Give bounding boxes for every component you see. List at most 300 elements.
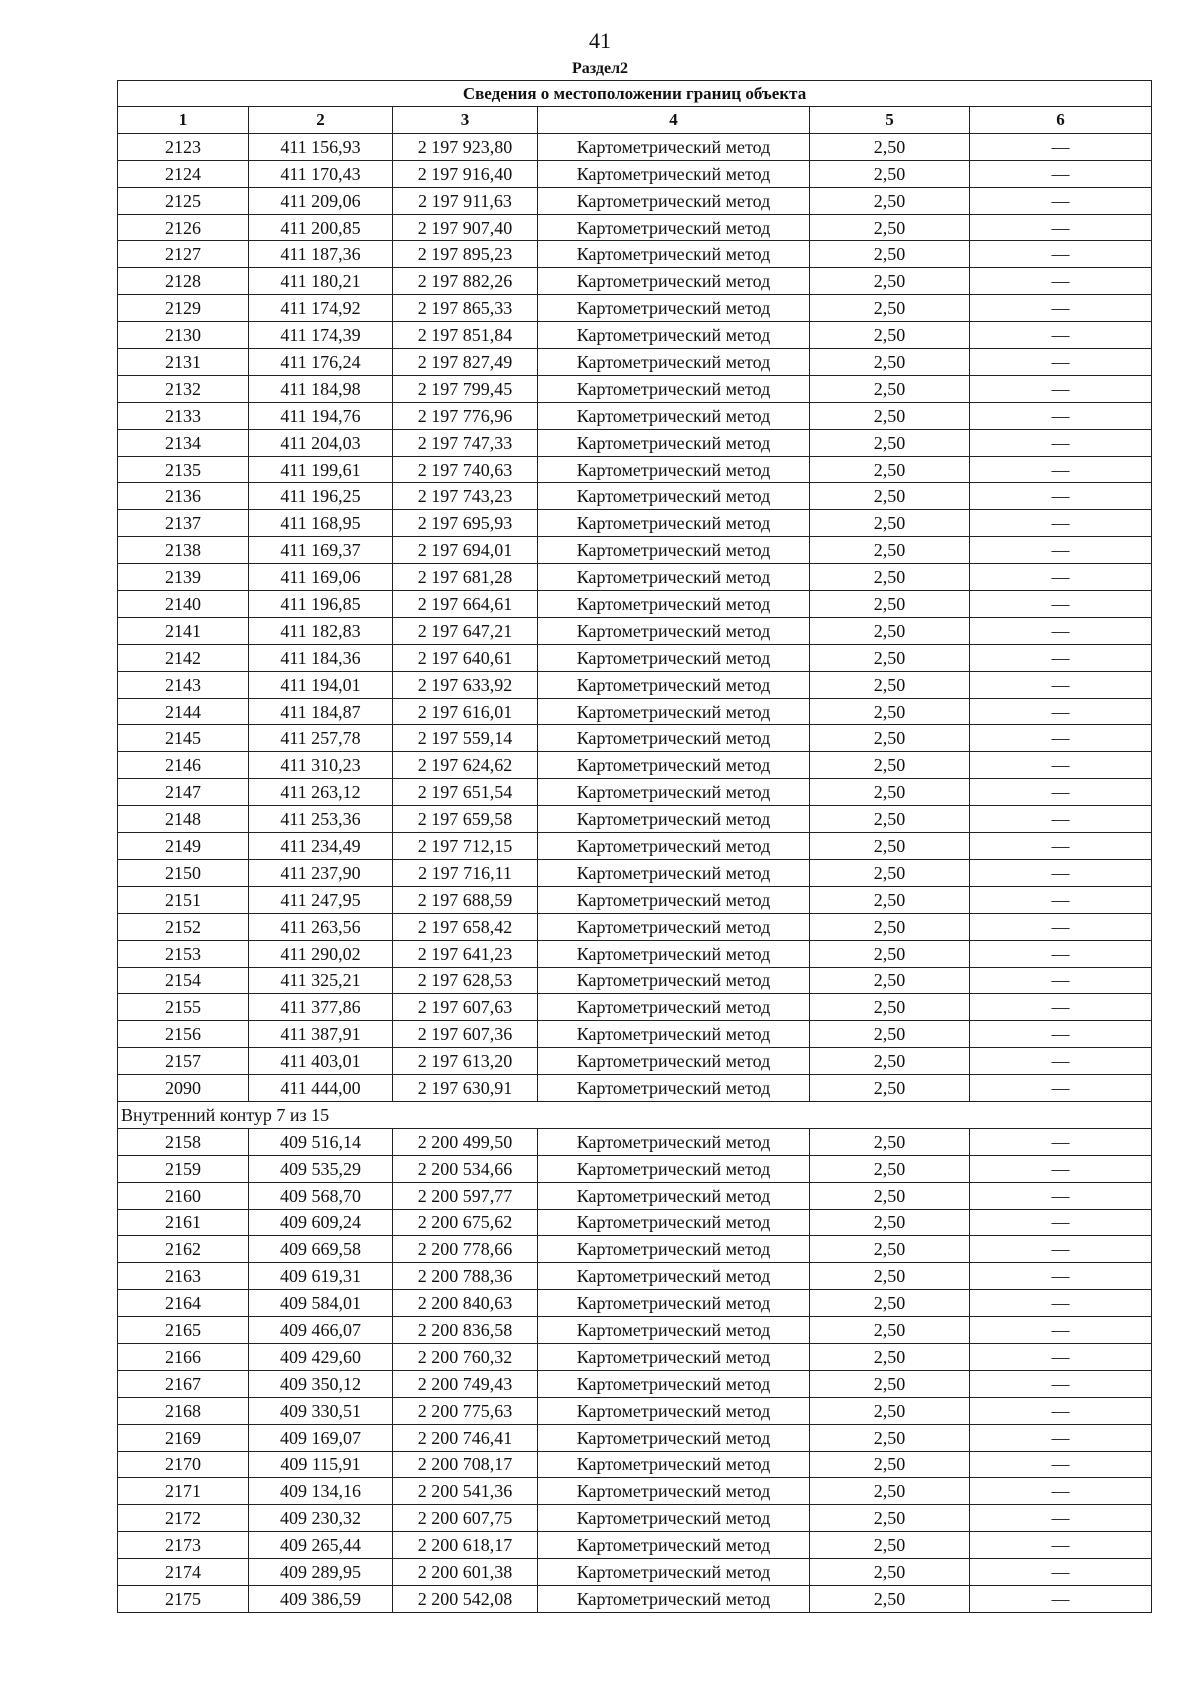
description-cell: —	[970, 402, 1152, 429]
table-row	[118, 1585, 1152, 1612]
table-row	[118, 1209, 1152, 1236]
point-number-cell: 2172	[118, 1505, 249, 1532]
x-coordinate-cell: 411 196,25	[249, 483, 393, 510]
accuracy-cell: 2,50	[810, 349, 970, 376]
y-coordinate-cell: 2 197 688,59	[393, 886, 538, 913]
description-cell: —	[970, 671, 1152, 698]
x-coordinate-cell: 411 377,86	[249, 994, 393, 1021]
column-header: 3	[393, 107, 538, 134]
y-coordinate-cell: 2 197 640,61	[393, 644, 538, 671]
description-cell: —	[970, 1263, 1152, 1290]
x-coordinate-cell: 411 199,61	[249, 456, 393, 483]
table-row	[118, 1343, 1152, 1370]
point-number-cell: 2146	[118, 752, 249, 779]
method-cell: Картометрический метод	[538, 375, 810, 402]
description-cell: —	[970, 1075, 1152, 1102]
point-number-cell: 2174	[118, 1559, 249, 1586]
x-coordinate-cell: 411 168,95	[249, 510, 393, 537]
x-coordinate-cell: 411 444,00	[249, 1075, 393, 1102]
x-coordinate-cell: 409 265,44	[249, 1532, 393, 1559]
description-cell: —	[970, 1451, 1152, 1478]
point-number-cell: 2127	[118, 241, 249, 268]
table-row	[118, 644, 1152, 671]
point-number-cell: 2124	[118, 160, 249, 187]
accuracy-cell: 2,50	[810, 241, 970, 268]
x-coordinate-cell: 409 609,24	[249, 1209, 393, 1236]
point-number-cell: 2162	[118, 1236, 249, 1263]
point-number-cell: 2139	[118, 564, 249, 591]
y-coordinate-cell: 2 197 658,42	[393, 913, 538, 940]
description-cell: —	[970, 1021, 1152, 1048]
table-row	[118, 510, 1152, 537]
x-coordinate-cell: 411 187,36	[249, 241, 393, 268]
point-number-cell: 2151	[118, 886, 249, 913]
description-cell: —	[970, 1290, 1152, 1317]
description-cell: —	[970, 510, 1152, 537]
description-cell: —	[970, 1048, 1152, 1075]
y-coordinate-cell: 2 200 607,75	[393, 1505, 538, 1532]
table-row	[118, 1397, 1152, 1424]
description-cell: —	[970, 483, 1152, 510]
table-row	[118, 241, 1152, 268]
accuracy-cell: 2,50	[810, 1317, 970, 1344]
method-cell: Картометрический метод	[538, 1451, 810, 1478]
table-row	[118, 483, 1152, 510]
method-cell: Картометрический метод	[538, 133, 810, 160]
method-cell: Картометрический метод	[538, 833, 810, 860]
y-coordinate-cell: 2 197 647,21	[393, 617, 538, 644]
table-row	[118, 859, 1152, 886]
method-cell: Картометрический метод	[538, 1424, 810, 1451]
table-row	[118, 1021, 1152, 1048]
point-number-cell: 2158	[118, 1128, 249, 1155]
table-row	[118, 591, 1152, 618]
description-cell: —	[970, 617, 1152, 644]
accuracy-cell: 2,50	[810, 429, 970, 456]
description-cell: —	[970, 160, 1152, 187]
table-row	[118, 1370, 1152, 1397]
point-number-cell: 2126	[118, 214, 249, 241]
accuracy-cell: 2,50	[810, 1532, 970, 1559]
y-coordinate-cell: 2 197 716,11	[393, 859, 538, 886]
x-coordinate-cell: 411 234,49	[249, 833, 393, 860]
column-header: 6	[970, 107, 1152, 134]
description-cell: —	[970, 994, 1152, 1021]
contour-label: Внутренний контур 7 из 15	[118, 1101, 1152, 1128]
method-cell: Картометрический метод	[538, 295, 810, 322]
method-cell: Картометрический метод	[538, 160, 810, 187]
y-coordinate-cell: 2 197 607,63	[393, 994, 538, 1021]
accuracy-cell: 2,50	[810, 1585, 970, 1612]
method-cell: Картометрический метод	[538, 1182, 810, 1209]
x-coordinate-cell: 411 263,56	[249, 913, 393, 940]
accuracy-cell: 2,50	[810, 1343, 970, 1370]
y-coordinate-cell: 2 197 851,84	[393, 322, 538, 349]
accuracy-cell: 2,50	[810, 456, 970, 483]
x-coordinate-cell: 411 204,03	[249, 429, 393, 456]
accuracy-cell: 2,50	[810, 268, 970, 295]
table-row	[118, 1424, 1152, 1451]
accuracy-cell: 2,50	[810, 1478, 970, 1505]
point-number-cell: 2147	[118, 779, 249, 806]
description-cell: —	[970, 1343, 1152, 1370]
method-cell: Картометрический метод	[538, 537, 810, 564]
y-coordinate-cell: 2 197 923,80	[393, 133, 538, 160]
table-row	[118, 537, 1152, 564]
accuracy-cell: 2,50	[810, 779, 970, 806]
accuracy-cell: 2,50	[810, 833, 970, 860]
method-cell: Картометрический метод	[538, 1128, 810, 1155]
point-number-cell: 2136	[118, 483, 249, 510]
method-cell: Картометрический метод	[538, 1075, 810, 1102]
method-cell: Картометрический метод	[538, 429, 810, 456]
point-number-cell: 2167	[118, 1370, 249, 1397]
description-cell: —	[970, 322, 1152, 349]
x-coordinate-cell: 409 115,91	[249, 1451, 393, 1478]
accuracy-cell: 2,50	[810, 752, 970, 779]
y-coordinate-cell: 2 197 694,01	[393, 537, 538, 564]
accuracy-cell: 2,50	[810, 483, 970, 510]
y-coordinate-cell: 2 197 743,23	[393, 483, 538, 510]
y-coordinate-cell: 2 200 499,50	[393, 1128, 538, 1155]
description-cell: —	[970, 1370, 1152, 1397]
method-cell: Картометрический метод	[538, 698, 810, 725]
description-cell: —	[970, 1155, 1152, 1182]
table-row	[118, 779, 1152, 806]
method-cell: Картометрический метод	[538, 1585, 810, 1612]
accuracy-cell: 2,50	[810, 1424, 970, 1451]
y-coordinate-cell: 2 200 746,41	[393, 1424, 538, 1451]
x-coordinate-cell: 411 180,21	[249, 268, 393, 295]
point-number-cell: 2161	[118, 1209, 249, 1236]
x-coordinate-cell: 411 387,91	[249, 1021, 393, 1048]
description-cell: —	[970, 698, 1152, 725]
table-row	[118, 725, 1152, 752]
description-cell: —	[970, 241, 1152, 268]
method-cell: Картометрический метод	[538, 1559, 810, 1586]
table-row	[118, 214, 1152, 241]
description-cell: —	[970, 187, 1152, 214]
x-coordinate-cell: 411 209,06	[249, 187, 393, 214]
accuracy-cell: 2,50	[810, 698, 970, 725]
point-number-cell: 2152	[118, 913, 249, 940]
point-number-cell: 2148	[118, 806, 249, 833]
x-coordinate-cell: 409 134,16	[249, 1478, 393, 1505]
point-number-cell: 2154	[118, 967, 249, 994]
x-coordinate-cell: 411 290,02	[249, 940, 393, 967]
boundary-coordinates-table	[117, 80, 1152, 1613]
point-number-cell: 2144	[118, 698, 249, 725]
table-body	[118, 133, 1152, 1612]
method-cell: Картометрический метод	[538, 456, 810, 483]
point-number-cell: 2164	[118, 1290, 249, 1317]
point-number-cell: 2165	[118, 1317, 249, 1344]
x-coordinate-cell: 411 263,12	[249, 779, 393, 806]
accuracy-cell: 2,50	[810, 1559, 970, 1586]
accuracy-cell: 2,50	[810, 402, 970, 429]
method-cell: Картометрический метод	[538, 967, 810, 994]
table-row	[118, 429, 1152, 456]
y-coordinate-cell: 2 200 534,66	[393, 1155, 538, 1182]
method-cell: Картометрический метод	[538, 1209, 810, 1236]
table-title-row	[118, 81, 1152, 107]
table-row	[118, 806, 1152, 833]
x-coordinate-cell: 409 568,70	[249, 1182, 393, 1209]
method-cell: Картометрический метод	[538, 1021, 810, 1048]
table-row	[118, 187, 1152, 214]
y-coordinate-cell: 2 197 664,61	[393, 591, 538, 618]
accuracy-cell: 2,50	[810, 1021, 970, 1048]
y-coordinate-cell: 2 200 778,66	[393, 1236, 538, 1263]
description-cell: —	[970, 591, 1152, 618]
table-row	[118, 160, 1152, 187]
point-number-cell: 2130	[118, 322, 249, 349]
accuracy-cell: 2,50	[810, 375, 970, 402]
table-row	[118, 1478, 1152, 1505]
point-number-cell: 2153	[118, 940, 249, 967]
point-number-cell: 2163	[118, 1263, 249, 1290]
table-row	[118, 349, 1152, 376]
method-cell: Картометрический метод	[538, 322, 810, 349]
point-number-cell: 2137	[118, 510, 249, 537]
x-coordinate-cell: 409 230,32	[249, 1505, 393, 1532]
description-cell: —	[970, 1505, 1152, 1532]
description-cell: —	[970, 886, 1152, 913]
method-cell: Картометрический метод	[538, 994, 810, 1021]
point-number-cell: 2168	[118, 1397, 249, 1424]
table-row	[118, 402, 1152, 429]
table-row	[118, 833, 1152, 860]
description-cell: —	[970, 456, 1152, 483]
point-number-cell: 2175	[118, 1585, 249, 1612]
description-cell: —	[970, 1182, 1152, 1209]
y-coordinate-cell: 2 197 624,62	[393, 752, 538, 779]
method-cell: Картометрический метод	[538, 779, 810, 806]
method-cell: Картометрический метод	[538, 1048, 810, 1075]
x-coordinate-cell: 411 182,83	[249, 617, 393, 644]
y-coordinate-cell: 2 197 681,28	[393, 564, 538, 591]
point-number-cell: 2141	[118, 617, 249, 644]
table-row	[118, 913, 1152, 940]
table-row	[118, 1236, 1152, 1263]
table-row	[118, 617, 1152, 644]
accuracy-cell: 2,50	[810, 1290, 970, 1317]
x-coordinate-cell: 411 170,43	[249, 160, 393, 187]
accuracy-cell: 2,50	[810, 671, 970, 698]
x-coordinate-cell: 409 516,14	[249, 1128, 393, 1155]
x-coordinate-cell: 409 584,01	[249, 1290, 393, 1317]
description-cell: —	[970, 429, 1152, 456]
table-row	[118, 940, 1152, 967]
accuracy-cell: 2,50	[810, 160, 970, 187]
x-coordinate-cell: 411 253,36	[249, 806, 393, 833]
accuracy-cell: 2,50	[810, 1155, 970, 1182]
table-row	[118, 967, 1152, 994]
point-number-cell: 2169	[118, 1424, 249, 1451]
method-cell: Картометрический метод	[538, 510, 810, 537]
point-number-cell: 2138	[118, 537, 249, 564]
method-cell: Картометрический метод	[538, 241, 810, 268]
table-row	[118, 375, 1152, 402]
method-cell: Картометрический метод	[538, 940, 810, 967]
accuracy-cell: 2,50	[810, 1263, 970, 1290]
table-row	[118, 1451, 1152, 1478]
point-number-cell: 2128	[118, 268, 249, 295]
accuracy-cell: 2,50	[810, 967, 970, 994]
table-row	[118, 1559, 1152, 1586]
table-row	[118, 268, 1152, 295]
accuracy-cell: 2,50	[810, 913, 970, 940]
y-coordinate-cell: 2 200 708,17	[393, 1451, 538, 1478]
y-coordinate-cell: 2 200 749,43	[393, 1370, 538, 1397]
table-row	[118, 322, 1152, 349]
point-number-cell: 2140	[118, 591, 249, 618]
x-coordinate-cell: 411 194,01	[249, 671, 393, 698]
method-cell: Картометрический метод	[538, 1478, 810, 1505]
description-cell: —	[970, 1236, 1152, 1263]
accuracy-cell: 2,50	[810, 322, 970, 349]
y-coordinate-cell: 2 200 597,77	[393, 1182, 538, 1209]
x-coordinate-cell: 409 169,07	[249, 1424, 393, 1451]
y-coordinate-cell: 2 197 799,45	[393, 375, 538, 402]
accuracy-cell: 2,50	[810, 725, 970, 752]
table-row	[118, 564, 1152, 591]
description-cell: —	[970, 1559, 1152, 1586]
y-coordinate-cell: 2 197 740,63	[393, 456, 538, 483]
y-coordinate-cell: 2 197 916,40	[393, 160, 538, 187]
y-coordinate-cell: 2 200 542,08	[393, 1585, 538, 1612]
method-cell: Картометрический метод	[538, 725, 810, 752]
x-coordinate-cell: 411 194,76	[249, 402, 393, 429]
point-number-cell: 2132	[118, 375, 249, 402]
accuracy-cell: 2,50	[810, 591, 970, 618]
description-cell: —	[970, 940, 1152, 967]
method-cell: Картометрический метод	[538, 349, 810, 376]
table-row	[118, 1505, 1152, 1532]
y-coordinate-cell: 2 197 911,63	[393, 187, 538, 214]
accuracy-cell: 2,50	[810, 806, 970, 833]
point-number-cell: 2135	[118, 456, 249, 483]
accuracy-cell: 2,50	[810, 133, 970, 160]
description-cell: —	[970, 833, 1152, 860]
y-coordinate-cell: 2 197 695,93	[393, 510, 538, 537]
table-row	[118, 133, 1152, 160]
method-cell: Картометрический метод	[538, 1263, 810, 1290]
x-coordinate-cell: 409 330,51	[249, 1397, 393, 1424]
description-cell: —	[970, 1478, 1152, 1505]
description-cell: —	[970, 806, 1152, 833]
point-number-cell: 2142	[118, 644, 249, 671]
point-number-cell: 2090	[118, 1075, 249, 1102]
description-cell: —	[970, 1209, 1152, 1236]
x-coordinate-cell: 411 174,92	[249, 295, 393, 322]
point-number-cell: 2173	[118, 1532, 249, 1559]
method-cell: Картометрический метод	[538, 752, 810, 779]
description-cell: —	[970, 564, 1152, 591]
column-header: 1	[118, 107, 249, 134]
y-coordinate-cell: 2 197 613,20	[393, 1048, 538, 1075]
description-cell: —	[970, 295, 1152, 322]
point-number-cell: 2145	[118, 725, 249, 752]
table-row	[118, 752, 1152, 779]
accuracy-cell: 2,50	[810, 1048, 970, 1075]
description-cell: —	[970, 1424, 1152, 1451]
method-cell: Картометрический метод	[538, 859, 810, 886]
method-cell: Картометрический метод	[538, 187, 810, 214]
x-coordinate-cell: 411 184,36	[249, 644, 393, 671]
method-cell: Картометрический метод	[538, 1370, 810, 1397]
x-coordinate-cell: 409 429,60	[249, 1343, 393, 1370]
description-cell: —	[970, 967, 1152, 994]
x-coordinate-cell: 411 200,85	[249, 214, 393, 241]
y-coordinate-cell: 2 197 628,53	[393, 967, 538, 994]
method-cell: Картометрический метод	[538, 591, 810, 618]
point-number-cell: 2157	[118, 1048, 249, 1075]
y-coordinate-cell: 2 200 840,63	[393, 1290, 538, 1317]
description-cell: —	[970, 1585, 1152, 1612]
description-cell: —	[970, 1532, 1152, 1559]
y-coordinate-cell: 2 197 559,14	[393, 725, 538, 752]
table-row	[118, 1182, 1152, 1209]
table-row	[118, 456, 1152, 483]
method-cell: Картометрический метод	[538, 644, 810, 671]
table-row	[118, 295, 1152, 322]
point-number-cell: 2171	[118, 1478, 249, 1505]
description-cell: —	[970, 214, 1152, 241]
contour-row	[118, 1101, 1152, 1128]
table-row	[118, 1075, 1152, 1102]
point-number-cell: 2166	[118, 1343, 249, 1370]
description-cell: —	[970, 375, 1152, 402]
table-row	[118, 698, 1152, 725]
page-number: 41	[589, 28, 611, 53]
x-coordinate-cell: 411 310,23	[249, 752, 393, 779]
description-cell: —	[970, 859, 1152, 886]
point-number-cell: 2155	[118, 994, 249, 1021]
accuracy-cell: 2,50	[810, 537, 970, 564]
y-coordinate-cell: 2 197 633,92	[393, 671, 538, 698]
point-number-cell: 2134	[118, 429, 249, 456]
point-number-cell: 2133	[118, 402, 249, 429]
description-cell: —	[970, 752, 1152, 779]
y-coordinate-cell: 2 200 775,63	[393, 1397, 538, 1424]
x-coordinate-cell: 409 669,58	[249, 1236, 393, 1263]
description-cell: —	[970, 725, 1152, 752]
x-coordinate-cell: 411 237,90	[249, 859, 393, 886]
method-cell: Картометрический метод	[538, 1505, 810, 1532]
point-number-cell: 2156	[118, 1021, 249, 1048]
x-coordinate-cell: 411 247,95	[249, 886, 393, 913]
accuracy-cell: 2,50	[810, 187, 970, 214]
y-coordinate-cell: 2 197 907,40	[393, 214, 538, 241]
y-coordinate-cell: 2 197 607,36	[393, 1021, 538, 1048]
point-number-cell: 2159	[118, 1155, 249, 1182]
y-coordinate-cell: 2 197 895,23	[393, 241, 538, 268]
method-cell: Картометрический метод	[538, 617, 810, 644]
point-number-cell: 2143	[118, 671, 249, 698]
accuracy-cell: 2,50	[810, 214, 970, 241]
section-label: Раздел2	[571, 60, 629, 77]
accuracy-cell: 2,50	[810, 859, 970, 886]
point-number-cell: 2131	[118, 349, 249, 376]
x-coordinate-cell: 409 466,07	[249, 1317, 393, 1344]
x-coordinate-cell: 411 176,24	[249, 349, 393, 376]
table-row	[118, 994, 1152, 1021]
y-coordinate-cell: 2 197 641,23	[393, 940, 538, 967]
table-row	[118, 886, 1152, 913]
description-cell: —	[970, 349, 1152, 376]
accuracy-cell: 2,50	[810, 1182, 970, 1209]
